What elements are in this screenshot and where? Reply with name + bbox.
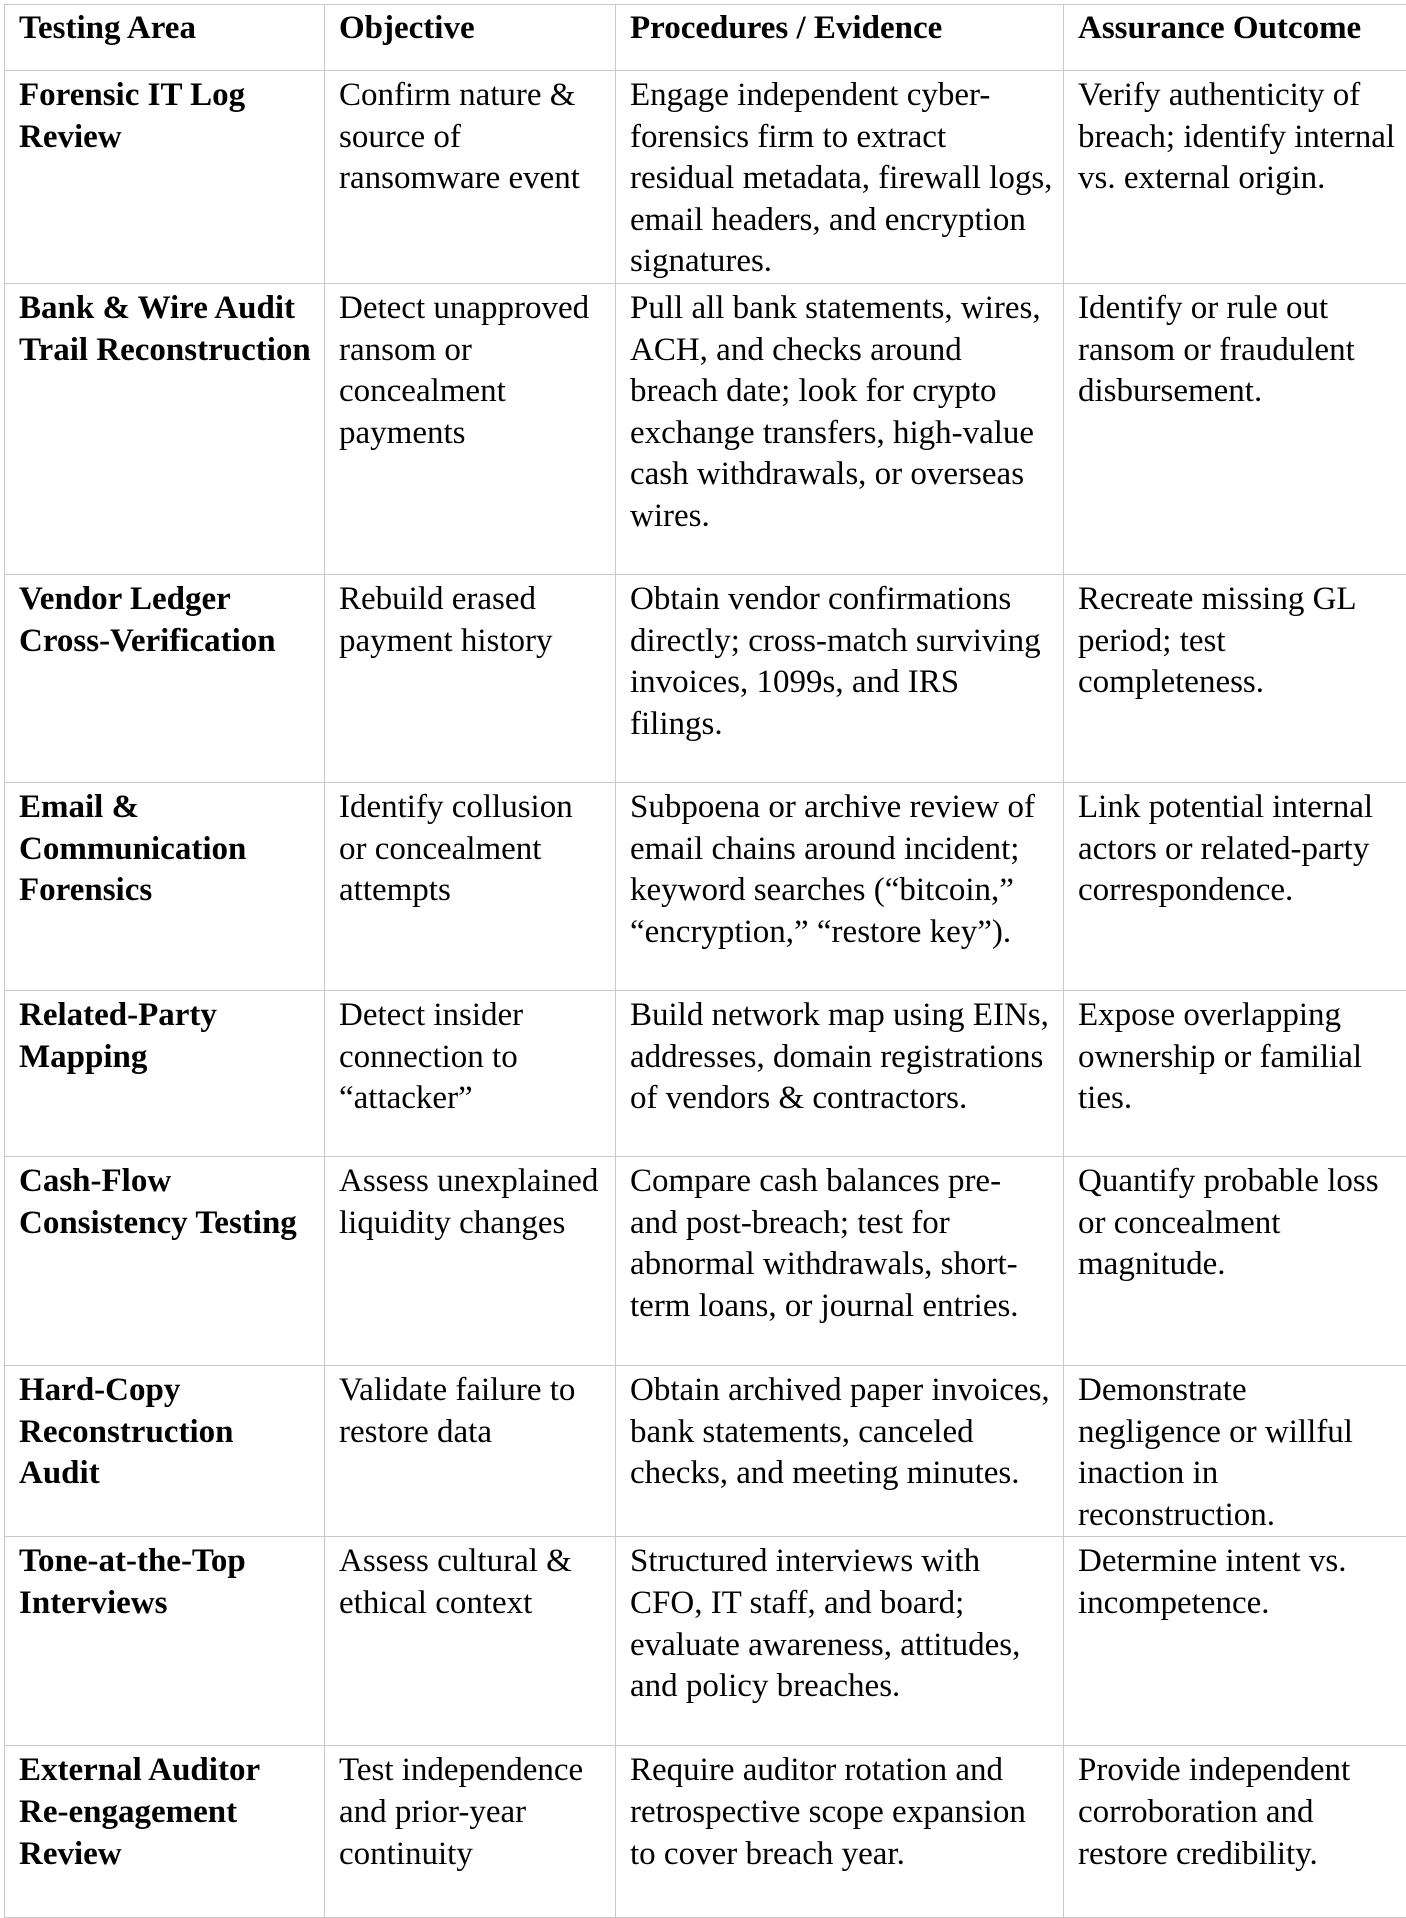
objective-cell: Assess unexplained liquidity changes bbox=[325, 1156, 616, 1365]
outcome-cell: Determine intent vs. incompetence. bbox=[1064, 1537, 1406, 1746]
testing-area-cell: Vendor Ledger Cross-Verification bbox=[5, 574, 325, 782]
header-objective: Objective bbox=[325, 5, 616, 71]
testing-area-cell: Email & Communication Forensics bbox=[5, 782, 325, 990]
testing-area-cell: Cash-Flow Consistency Testing bbox=[5, 1156, 325, 1365]
testing-area-cell: Forensic IT Log Review bbox=[5, 71, 325, 284]
procedures-cell: Structured interviews with CFO, IT staff, and board; evaluate awareness, attitudes, and policy breaches. bbox=[616, 1537, 1064, 1746]
objective-cell: Detect insider connection to “attacker” bbox=[325, 990, 616, 1156]
header-row bbox=[5, 5, 1406, 71]
table-row bbox=[5, 574, 1406, 782]
procedures-cell: Compare cash balances pre- and post-breach; test for abnormal withdrawals, short-term loans, or journal entries. bbox=[616, 1156, 1064, 1365]
objective-cell: Identify collusion or concealment attempts bbox=[325, 782, 616, 990]
procedures-cell: Build network map using EINs, addresses, domain registrations of vendors & contractors. bbox=[616, 990, 1064, 1156]
procedures-cell: Subpoena or archive review of email chains around incident; keyword searches (“bitcoin,” “encryption,” “restore key”). bbox=[616, 782, 1064, 990]
objective-cell: Rebuild erased payment history bbox=[325, 574, 616, 782]
outcome-cell: Quantify probable loss or concealment magnitude. bbox=[1064, 1156, 1406, 1365]
outcome-cell: Identify or rule out ransom or fraudulent disbursement. bbox=[1064, 283, 1406, 574]
outcome-cell: Recreate missing GL period; test completeness. bbox=[1064, 574, 1406, 782]
outcome-cell: Provide independent corroboration and restore credibility. bbox=[1064, 1746, 1406, 1918]
outcome-cell: Expose overlapping ownership or familial ties. bbox=[1064, 990, 1406, 1156]
testing-area-cell: Related-Party Mapping bbox=[5, 990, 325, 1156]
objective-cell: Confirm nature & source of ransomware event bbox=[325, 71, 616, 284]
table-row bbox=[5, 1746, 1406, 1918]
table-row bbox=[5, 1537, 1406, 1746]
table-row bbox=[5, 1365, 1406, 1536]
table-row bbox=[5, 71, 1406, 284]
procedures-cell: Pull all bank statements, wires, ACH, and checks around breach date; look for crypto exchange transfers, high-value cash withdrawals, or overseas wires. bbox=[616, 283, 1064, 574]
header-procedures-evidence: Procedures / Evidence bbox=[616, 5, 1064, 71]
testing-procedures-table bbox=[4, 4, 1406, 1918]
procedures-cell: Engage independent cyber-forensics firm to extract residual metadata, firewall logs, email headers, and encryption signatures. bbox=[616, 71, 1064, 284]
table-body bbox=[5, 71, 1406, 1918]
table-row bbox=[5, 782, 1406, 990]
table-row bbox=[5, 990, 1406, 1156]
objective-cell: Test independence and prior-year continuity bbox=[325, 1746, 616, 1918]
objective-cell: Detect unapproved ransom or concealment payments bbox=[325, 283, 616, 574]
testing-area-cell: Hard-Copy Reconstruction Audit bbox=[5, 1365, 325, 1536]
testing-area-cell: External Auditor Re-engagement Review bbox=[5, 1746, 325, 1918]
outcome-cell: Verify authenticity of breach; identify internal vs. external origin. bbox=[1064, 71, 1406, 284]
outcome-cell: Demonstrate negligence or willful inaction in reconstruction. bbox=[1064, 1365, 1406, 1536]
procedures-cell: Obtain archived paper invoices, bank statements, canceled checks, and meeting minutes. bbox=[616, 1365, 1064, 1536]
testing-area-cell: Bank & Wire Audit Trail Reconstruction bbox=[5, 283, 325, 574]
table-header bbox=[5, 5, 1406, 71]
table-row bbox=[5, 283, 1406, 574]
procedures-cell: Obtain vendor confirmations directly; cross-match surviving invoices, 1099s, and IRS filings. bbox=[616, 574, 1064, 782]
outcome-cell: Link potential internal actors or related-party correspondence. bbox=[1064, 782, 1406, 990]
testing-area-cell: Tone-at-the-Top Interviews bbox=[5, 1537, 325, 1746]
table-row bbox=[5, 1156, 1406, 1365]
header-testing-area: Testing Area bbox=[5, 5, 325, 71]
procedures-cell: Require auditor rotation and retrospective scope expansion to cover breach year. bbox=[616, 1746, 1064, 1918]
objective-cell: Validate failure to restore data bbox=[325, 1365, 616, 1536]
header-assurance-outcome: Assurance Outcome bbox=[1064, 5, 1406, 71]
objective-cell: Assess cultural & ethical context bbox=[325, 1537, 616, 1746]
